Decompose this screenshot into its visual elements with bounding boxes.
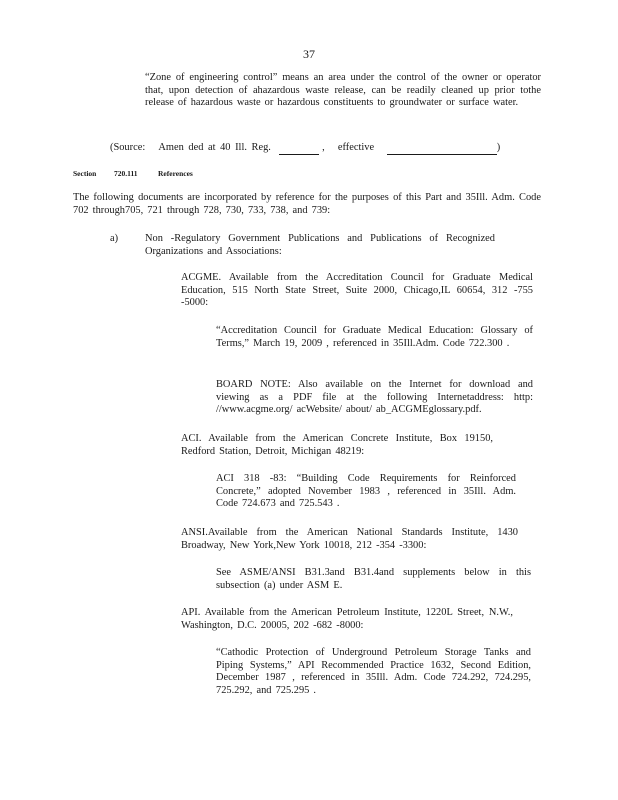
section-number: 720.111 bbox=[114, 169, 138, 178]
section-label: Section bbox=[73, 169, 97, 178]
subsection-a-heading: Non -Regulatory Government Publications and Publications of Recognized Organizations and Associations: bbox=[145, 233, 495, 257]
acgme-board-note: BOARD NOTE: Also available on the Internet for download and viewing as a PDF file at the following Internetaddress: http: //www.acgme.org/ acWebsite/ about/ ab_ACGMEglossary.pdf. bbox=[216, 379, 533, 416]
zone-of-engineering-control-definition: “Zone of engineering control” means an area under the control of the owner or operator that, upon detection of ahazardous waste release, can be readily cleaned up prior tothe release of hazardous waste or hazardous constituents to groundwater or surface water. bbox=[145, 72, 541, 109]
effective-label: effective bbox=[337, 142, 375, 153]
effective-date-blank bbox=[387, 144, 497, 155]
source-label: (Source: bbox=[110, 142, 146, 153]
api-rp-1632-reference: “Cathodic Protection of Underground Petroleum Storage Tanks and Piping Systems,” API Recommended Practice 1632, Second Edition, December 1987 , referenced in 35Ill. Adm. Code 724.292, 724.295, 725.292, and 725.295 . bbox=[216, 647, 531, 696]
aci-318-reference: ACI 318 -83: “Building Code Requirements for Reinforced Concrete,” adopted November 1983 , referenced in 35Ill. Adm. Code 724.673 and 725.543 . bbox=[216, 473, 516, 510]
subsection-a-marker: a) bbox=[110, 233, 119, 244]
page-number: 37 bbox=[303, 47, 315, 61]
amended-text: Amen ded at 40 Ill. Reg. bbox=[158, 142, 271, 153]
incorporation-intro: The following documents are incorporated by reference for the purposes of this Part and 35Ill. Adm. Code 702 through705, 721 through 728, 730, 733, 738, and 739: bbox=[73, 192, 541, 216]
source-close-paren: ) bbox=[496, 142, 501, 153]
register-blank bbox=[279, 144, 319, 155]
section-title: References bbox=[158, 169, 193, 178]
acgme-entry: ACGME. Available from the Accreditation Council for Graduate Medical Education, 515 North State Street, Suite 2000, Chicago,IL 60654, 312 -755 -5000: bbox=[181, 272, 533, 309]
ansi-see-asme-note: See ASME/ANSI B31.3and B31.4and supplements below in this subsection (a) under ASM E. bbox=[216, 567, 531, 591]
api-entry: API. Available from the American Petroleum Institute, 1220L Street, N.W., Washington, D.C. 20005, 202 -682 -8000: bbox=[181, 607, 513, 631]
aci-entry: ACI. Available from the American Concrete Institute, Box 19150, Redford Station, Detroit, Michigan 48219: bbox=[181, 433, 493, 457]
acgme-glossary-reference: “Accreditation Council for Graduate Medical Education: Glossary of Terms,” March 19, 2009 , referenced in 35Ill.Adm. Code 722.300 . bbox=[216, 325, 533, 349]
ansi-entry: ANSI.Available from the American National Standards Institute, 1430 Broadway, New York,New York 10018, 212 -354 -3300: bbox=[181, 527, 518, 551]
source-note: (Source: Amen ded at 40 Ill. Reg. , effective ) bbox=[110, 142, 501, 153]
